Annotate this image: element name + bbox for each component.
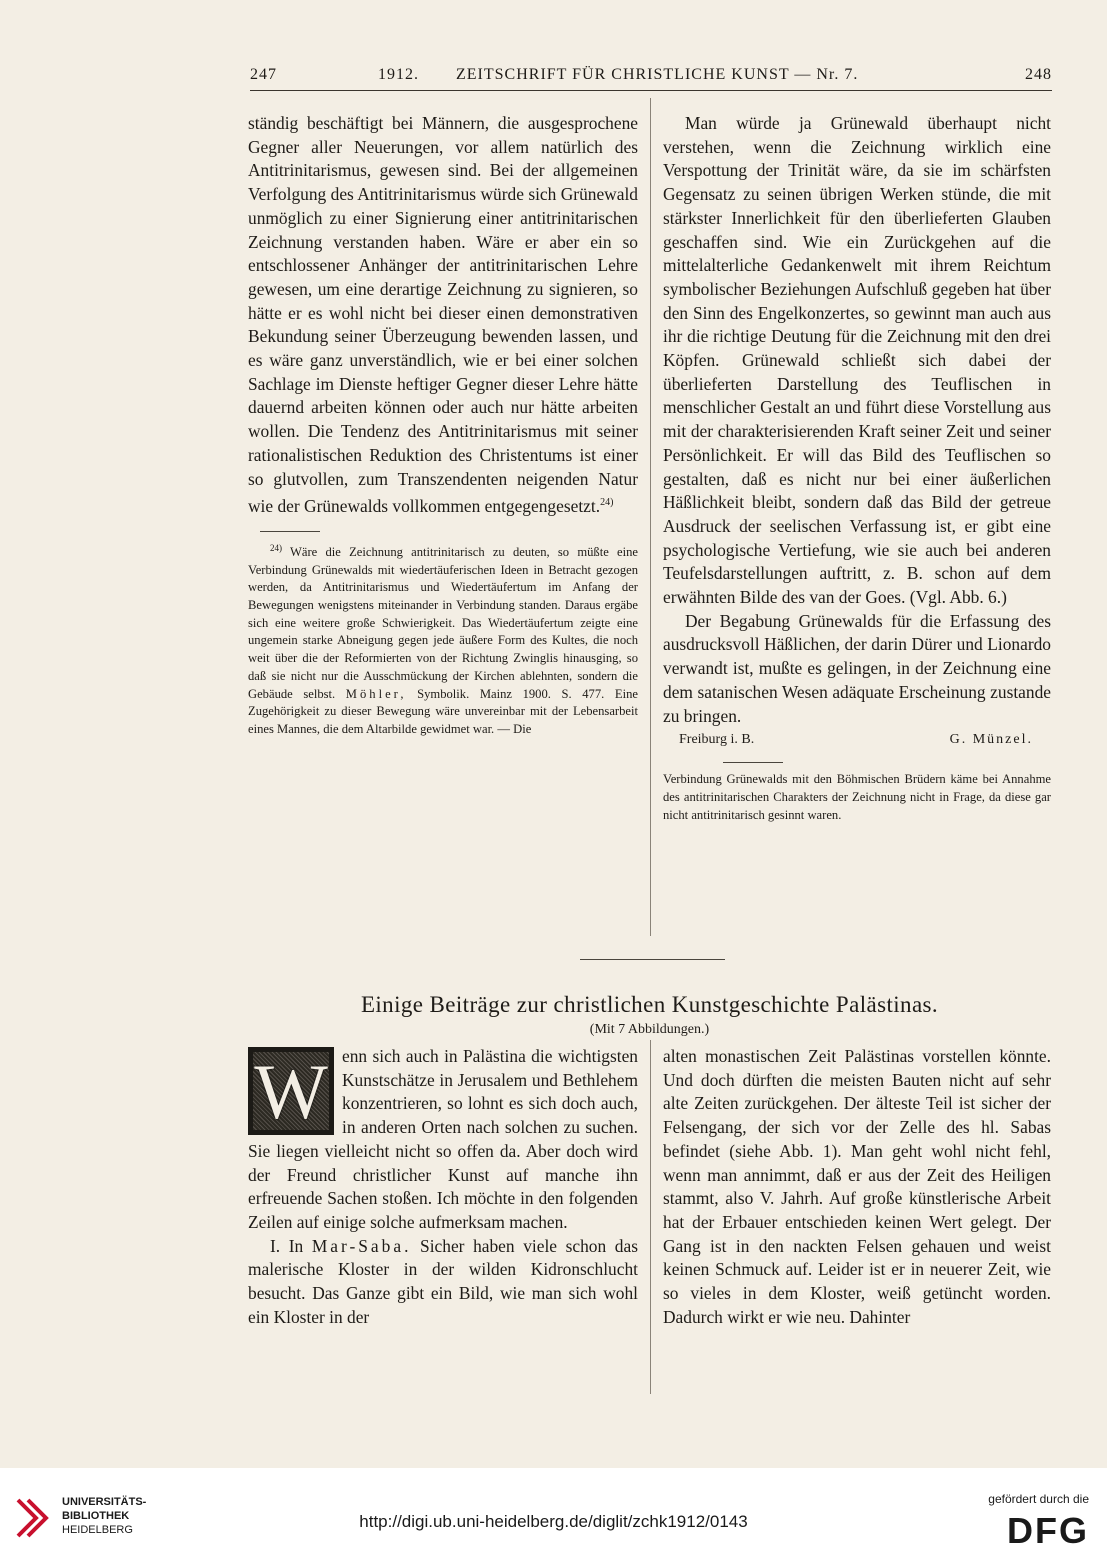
- upper-right-paragraph-2: Der Begabung Grünewalds für die Erfassung des ausdrucksvoll Häßlichen, der darin Dürer und Lionardo verwandt ist, mußte es gelingen, in der Zeichnung eine dem satanischen Wesen adäquate Erscheinung zustande zu bringen.: [663, 610, 1051, 726]
- place-name: Mar-Saba.: [311, 1235, 412, 1256]
- page-number-left: 247: [250, 66, 277, 83]
- footnote-reference: 24): [600, 497, 614, 509]
- footnote-24: $^{24)}$ Wäre die Zeichnung antitrinitarisch zu deuten, so müßte eine Verbindung Grünewalds mit wiedertäuferischen Ideen in Betracht gezogen werden, da Antitrinitarismus und Wiedertäufertum im Anfang der Bewegungen wenigstens miteinander in Verbindung standen. Daraus ergäbe sich eine weitere große Schwierigkeit. Das Wiedertäufertum zeigte eine ungemein starke Abneigung gegen jede äußere Form des Kultes, die noch weit über die der Reformierten von der Richtung Zwinglis hinausging, so daß sie nicht nur die Ausschmückung der Kirchen ablehnten, sondern die Gebäude selbst. Möhler, Symbolik. Mainz 1900. S. 477. Eine Zugehörigkeit zu dieser Bewegung wäre unvereinbar mit der Lebensarbeit eines Mannes, die dem Altarbilde gewidmet war. — Die: [248, 542, 638, 736]
- lower-left-paragraph-1: enn sich auch in Palästina die wichtigsten Kunstschätze in Jerusalem und Bethlehem konzentrieren, so lohnt es sich doch auch, in anderen Orten nach solchen zu suchen. Sie liegen vielleicht nicht so offen da. Aber doch wird der Freund christlicher Kunst auf manche ihn erfreuende Sachen stoßen. Ich möchte in den folgenden Zeilen auf einige solche aufmerksam machen.: [248, 1046, 638, 1232]
- article-title: Einige Beiträge zur christlichen Kunstgeschichte Palästinas.: [360, 992, 939, 1017]
- footnote-continuation-rule: [723, 762, 783, 763]
- header-rule: [250, 90, 1052, 91]
- permalink-url[interactable]: http://digi.ub.uni-heidelberg.de/diglit/zchk1912/0143: [359, 1512, 748, 1531]
- funding-note: gefördert durch die: [988, 1492, 1089, 1506]
- header-journal-title: ZEITSCHRIFT FÜR CHRISTLICHE KUNST — Nr. 7.: [456, 66, 859, 83]
- upper-left-column: [248, 112, 638, 739]
- lower-left-column: [248, 1045, 638, 1329]
- column-divider-upper: [650, 98, 651, 936]
- lower-right-column: [663, 1045, 1051, 1329]
- header-year: 1912.: [378, 66, 419, 83]
- signature-author: G. Münzel.: [949, 732, 1033, 748]
- lower-right-paragraph: alten monastischen Zeit Palästinas vorstellen könnte. Und doch dürften die meisten Bauten nicht auf sehr alte Zeiten zurückgehen. Der älteste Teil ist sicher der Felsengang, der sich vor der Zelle des hl. Sabas befindet (siehe Abb. 1). Man geht wohl nicht fehl, wenn man annimmt, daß er aus der Zeit des Heiligen stammt, also V. Jahrh. Auf große künstlerische Arbeit hat der Erbauer entschieden keinen Wert gelegt. Der Gang ist in den nackten Felsen gehauen und weist keinen Schmuck auf. Leider ist er in neuerer Zeit, wie so vieles in dem Kloster, weiß getüncht worden. Dadurch wirkt er wie neu. Dahinter: [663, 1046, 1051, 1327]
- initial-letter: W: [254, 1048, 328, 1135]
- library-name[interactable]: UNIVERSITÄTS- BIBLIOTHEK HEIDELBERG: [62, 1496, 147, 1536]
- upper-right-paragraph-1: Man würde ja Grünewald überhaupt nicht verstehen, wenn die Zeichnung wirklich eine Verspottung der Trinität wäre, da sie im schärfsten Gegensatz zu seinen übrigen Werken stünde, die mit stärkster Innerlichkeit für den überlieferten Glauben geschaffen sind. Wie ein Zurückgehen auf die mittelalterliche Gedankenwelt mit ihrem Reichtum symbolischer Beziehungen Aufschluß gegeben hat über den Sinn des Engelkonzertes, so gewinnt man auch aus ihr die richtige Deutung für die Zeichnung mit den drei Köpfen. Grünewald schließt sich dabei der überlieferten Darstellung des Teuflischen in menschlicher Gestalt an und führt diese Vorstellung aus mit der charakterisierenden Kraft seiner Zeit und seiner Persönlichkeit. Er will das Bild des Teuflischen so gestalten, daß es nicht nur bei einer äußerlichen Häßlichkeit bleibt, sondern daß das Bild der getreue Ausdruck der seelischen Verfassung ist, er gibt eine psychologische Vertiefung, wie sie auch bei anderen Teufelsdarstellungen auftritt, z. B. schon auf dem erwähnten Bilde des van der Goes. (Vgl. Abb. 6.): [663, 113, 1051, 608]
- footnote-marker: 24): [270, 542, 282, 553]
- running-header: [250, 66, 1052, 92]
- article-signature: [663, 728, 1051, 752]
- column-divider-lower: [650, 1040, 651, 1394]
- initial-w-icon: [248, 1047, 334, 1135]
- lower-left-paragraph-2: I. In Mar-Saba. Sicher haben viele schon das malerische Kloster in der wilden Kidronschlucht besucht. Das Ganze gibt ein Bild, wie man sich wohl ein Kloster in der: [248, 1235, 638, 1327]
- footnote-author: Möhler,: [345, 686, 407, 701]
- section-separator: [580, 959, 725, 960]
- dfg-logo[interactable]: DFG: [1007, 1510, 1089, 1551]
- upper-left-paragraph: ständig beschäftigt bei Männern, die ausgesprochene Gegner aller Neuerungen, vor allem natürlich des Antitrinitarismus, gewesen sind. Bei der allgemeinen Verfolgung des Antitrinitarismus würde sich Grünewald unmöglich zu einer Signierung einer antitrinitarischen Zeichnung verstanden haben. Wäre er aber ein so entschlossener Anhänger der antitrinitarischen Lehre gewesen, um eine derartige Zeichnung zu signieren, so hätte er es wohl nicht bei dieser einen demonstrativen Bekundung seiner Überzeugung bewenden lassen, und es wäre ganz unverständlich, wie er bei einer solchen Sachlage im Dienste heftiger Gegner dieser Lehre hätte dauernd arbeiten können oder auch nur hätte arbeiten wollen. Die Tendenz des Antitrinitarismus mit seiner rationalistischen Reduktion des Christentums ist einer so glutvollen, zum Transzendenten neigenden Natur wie der Grünewalds vollkommen entgegengesetzt.$^{24)}$: [248, 113, 638, 517]
- page-number-right: 248: [1025, 66, 1052, 83]
- footnote-continuation: Verbindung Grünewalds mit den Böhmischen Brüdern käme bei Annahme des antitrinitarischen Charakters der Zeichnung nicht in Frage, da diese gar nicht antitrinitarisch gesinnt waren.: [663, 772, 1051, 822]
- signature-place: Freiburg i. B.: [679, 732, 755, 748]
- viewer-footer: [0, 1468, 1107, 1567]
- article-subtitle: (Mit 7 Abbildungen.): [589, 1022, 710, 1037]
- upper-right-column: [663, 112, 1051, 824]
- footnote-rule: [260, 531, 320, 532]
